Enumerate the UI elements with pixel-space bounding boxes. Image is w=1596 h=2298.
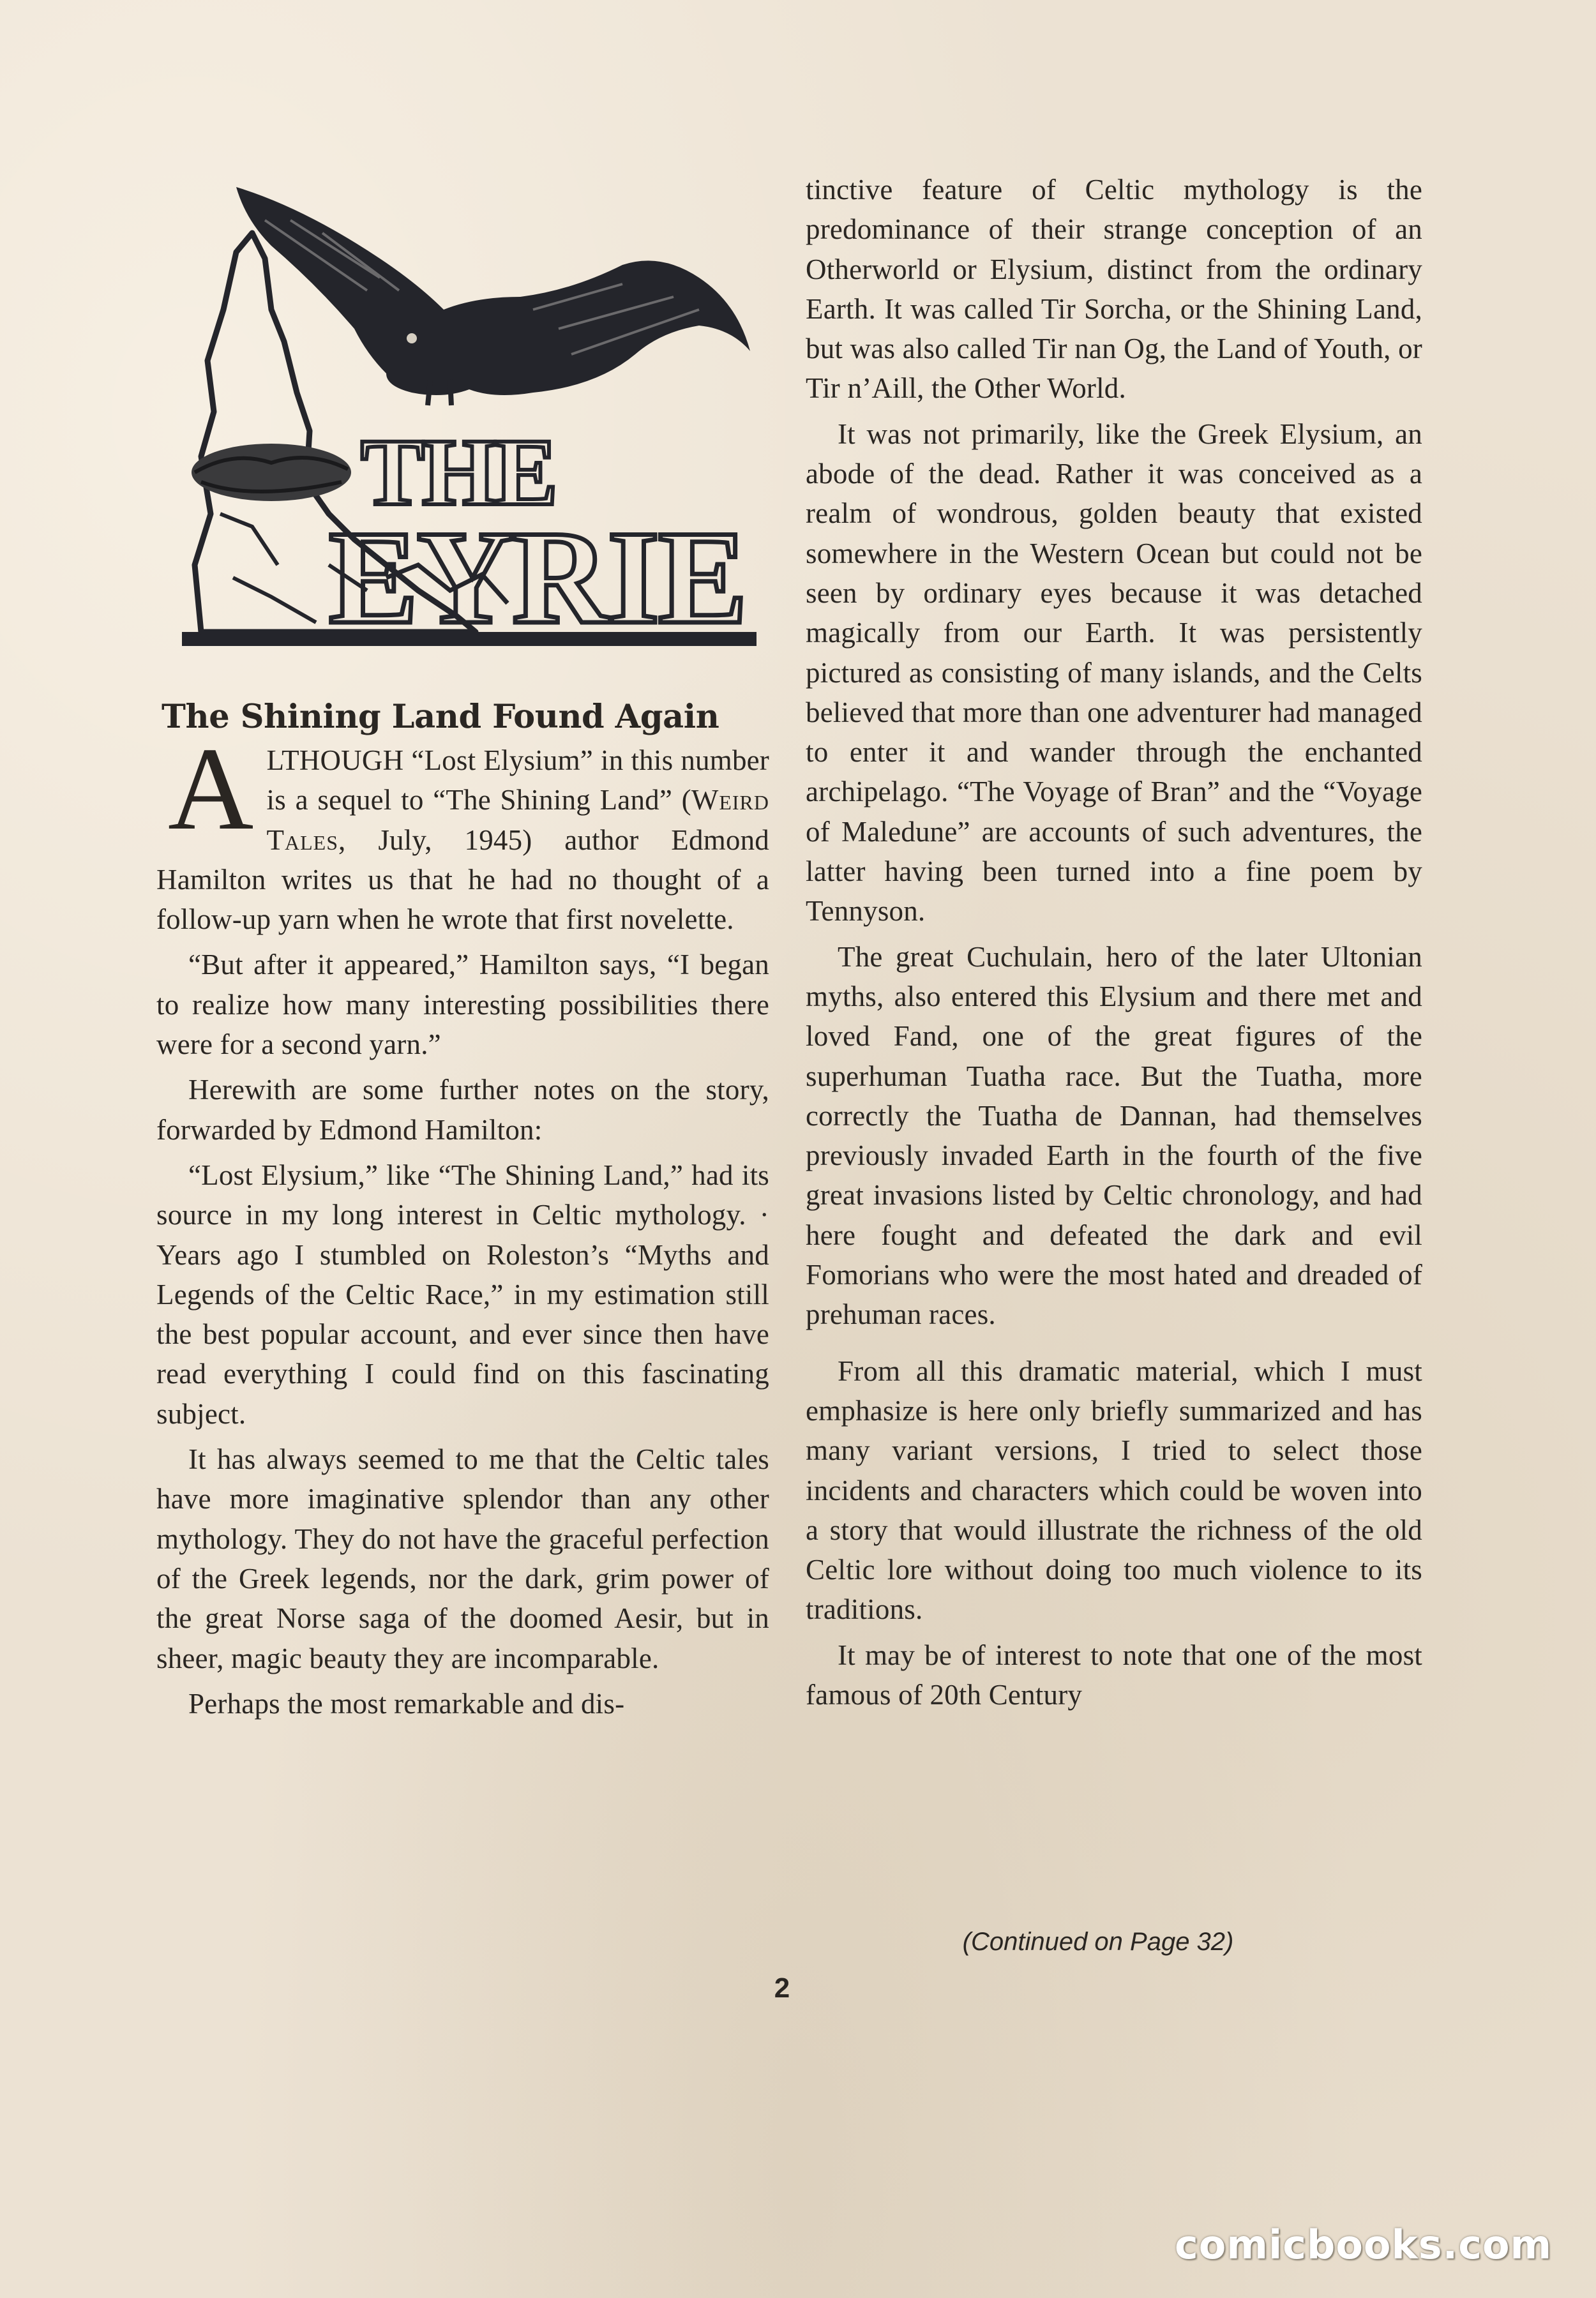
right-paragraph-5: It may be of interest to note that one of the most famous of 20th Century: [806, 1639, 1422, 1711]
left-column: [156, 696, 769, 1724]
left-paragraph-2: Herewith are some further notes on the story, forwarded by Edmond Hamilton:: [156, 1074, 769, 1146]
right-paragraph-3: The great Cuchulain, hero of the later Ultonian myths, also entered this Elysium and there met and loved Fand, one of the great figures of the superhuman Tuatha race. But the Tuatha, more correctly the Tuatha de Dannan, had themselves previously invaded Earth in the fourth of the five great invasions listed by Celtic chronology, and had here fought and defeated the dark and evil Fomorians who were the most hated and dreaded of prehuman races.: [806, 940, 1422, 1331]
logo-word-the: THE: [361, 419, 555, 525]
eagle-silhouette: [236, 187, 750, 395]
left-paragraph-1: “But after it appeared,” Hamilton says, “I began to realize how many interesting possibilities there were for a second yarn.”: [156, 949, 769, 1061]
lead-paragraph: [156, 723, 769, 939]
eyrie-header-illustration: [176, 182, 763, 654]
site-watermark: comicbooks.com: [1175, 2221, 1553, 2268]
right-paragraph-2: It was not primarily, like the Greek Elysium, an abode of the dead. Rather it was conceived as a realm of wondrous, golden beauty that existed somewhere in the Western Ocean but could not be seen by ordinary eyes because it was detached magically from our Earth. It was persistently pictured as consisting of many islands, and the Celts believed that more than one adventurer had managed to enter it and wander through the enchanted archipelago. “The Voyage of Bran” and the “Voyage of Maledune” are accounts of such adventures, the latter having been turned into a fine poem by Tennyson.: [806, 417, 1422, 927]
left-paragraph-5: Perhaps the most remarkable and dis-: [188, 1687, 625, 1720]
eagle-cliff-illustration: [176, 182, 763, 654]
article-heading: The Shining Land Found Again: [162, 698, 719, 736]
lead-text-part-1: LTHOUGH “Lost Elysium” in this number is a sequel to “The Shining Land” (: [266, 744, 769, 816]
left-paragraph-4: It has always seemed to me that the Celtic tales have more imaginative splendor than any other mythology. They do not have the graceful perfection of the Greek legends, nor the dark, grim power of the great Norse saga of the doomed Aesir, but in sheer, magic beauty they are incomparable.: [156, 1443, 769, 1674]
lead-text-part-2: , July, 1945) author Edmond Hamilton writes us that he had no thought of a follow-up yarn when he wrote that first novelette.: [156, 823, 769, 936]
right-paragraph-1: tinctive feature of Celtic mythology is the predominance of their strange conception of an Otherworld or Elysium, distinct from the ordinary Earth. It was called Tir Sorcha, or the Shining Land, but was also called Tir nan Og, the Land of Youth, or Tir n’Aill, the Other World.: [806, 174, 1422, 405]
drop-cap: A: [168, 723, 254, 855]
page-number: 2: [774, 1972, 790, 2004]
right-paragraph-4: From all this dramatic material, which I must emphasize is here only briefly summarized and has many variant versions, I tried to select those incidents and characters which could be woven into a story that would illustrate the richness of the old Celtic lore without doing too much violence to its traditions.: [806, 1355, 1422, 1626]
continued-note: (Continued on Page 32): [962, 1928, 1234, 1956]
right-column: [806, 170, 1422, 1715]
logo-word-eyrie: EYRIE: [329, 504, 744, 652]
left-paragraph-3: “Lost Elysium,” like “The Shining Land,” had its source in my long interest in Celtic mythology. · Years ago I stumbled on Roleston’s “Myths and Legends of the Celtic Race,” in my estimation still the best popular account, and ever since then have read everything I could find on this fascinating subject.: [156, 1159, 769, 1430]
magazine-name: Weird Tales: [266, 784, 769, 856]
